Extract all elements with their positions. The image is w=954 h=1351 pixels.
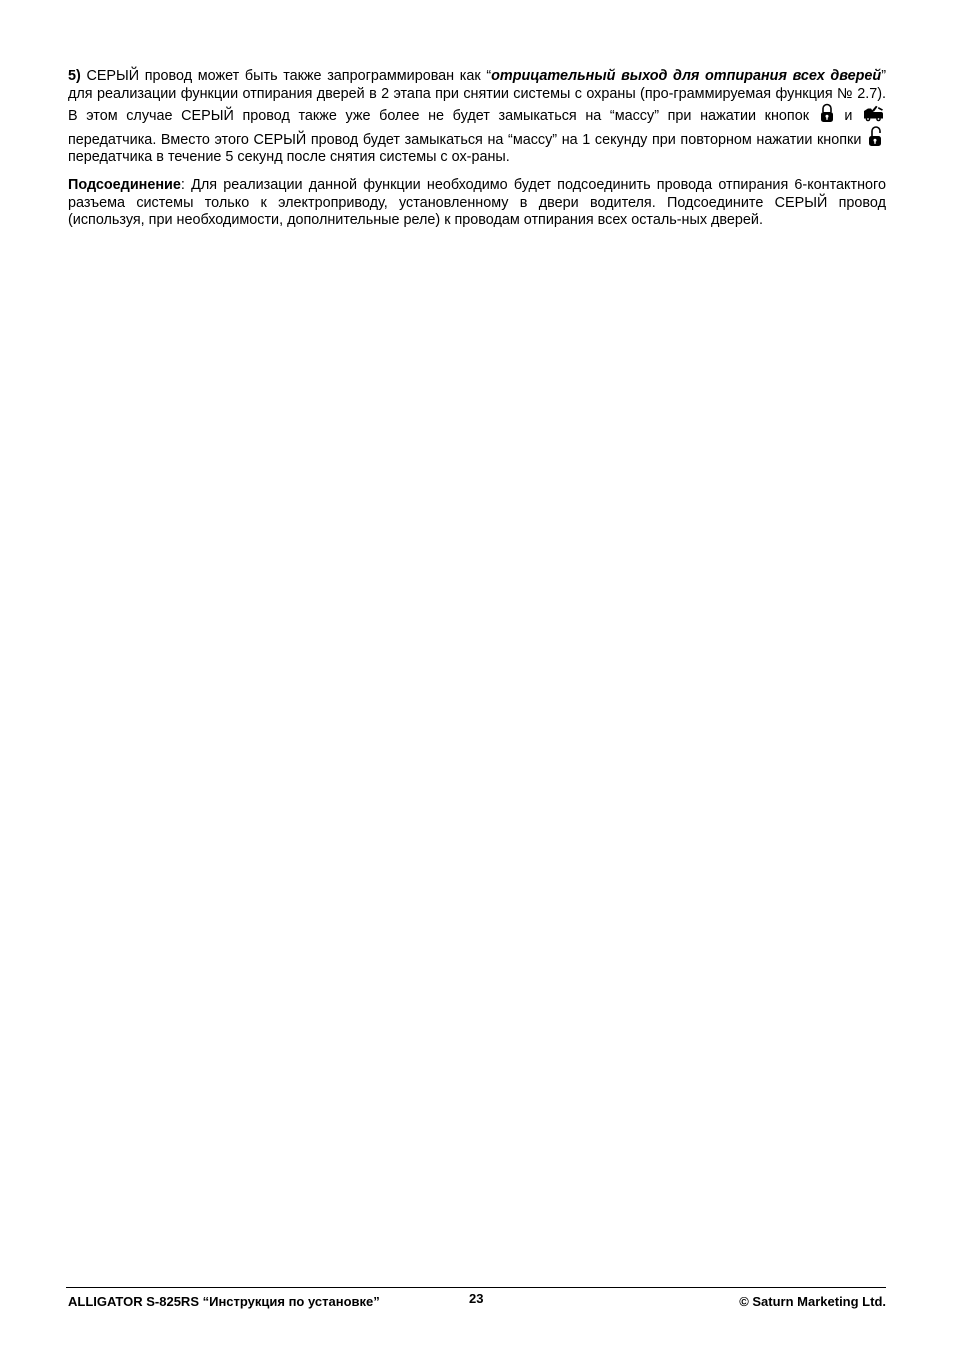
emphasized-function-name: отрицательный выход для отпирания всех дверей	[491, 68, 882, 84]
paragraph-text: и	[835, 108, 861, 125]
paragraph-text: передатчика в течение 5 секунд после снятия системы с ох-раны.	[68, 149, 510, 166]
paragraph-grey-wire-option	[68, 68, 886, 167]
page-number: 23	[469, 1291, 484, 1306]
lock-icon	[820, 103, 834, 123]
paragraph-connection	[68, 177, 886, 230]
footer-document-title: ALLIGATOR S-825RS “Инструкция по установке”	[68, 1294, 380, 1309]
item-number: 5)	[68, 68, 81, 84]
footer-divider	[66, 1287, 886, 1288]
footer-copyright: © Saturn Marketing Ltd.	[739, 1294, 886, 1309]
paragraph-text: : Для реализации данной функции необходимо будет подсоединить провода отпирания 6-контактного разъема системы только к электроприводу, установленному в двери водителя. Подсоедините СЕРЫЙ провод (используя, при необходимости, дополнительные реле) к проводам отпирания всех осталь-ных дверей.	[68, 176, 886, 229]
unlock-icon	[868, 126, 884, 147]
car-trunk-icon	[863, 105, 884, 122]
paragraph-text: СЕРЫЙ провод может быть также запрограммирован как “	[80, 68, 492, 84]
paragraph-text: передатчика. Вместо этого СЕРЫЙ провод будет замыкаться на “массу” на 1 секунду при повторном нажатии кнопки	[68, 131, 866, 148]
connection-label: Подсоединение	[68, 176, 181, 193]
paragraph-text: ” для реализации функции отпирания дверей в 2 этапа при снятии системы с охраны (про-граммируемая функция № 2.7). В этом случае СЕРЫЙ провод также уже более не будет замыкаться на “массу” при нажатии кнопок	[68, 68, 886, 125]
page-body	[68, 68, 886, 230]
page-footer	[68, 1293, 886, 1313]
